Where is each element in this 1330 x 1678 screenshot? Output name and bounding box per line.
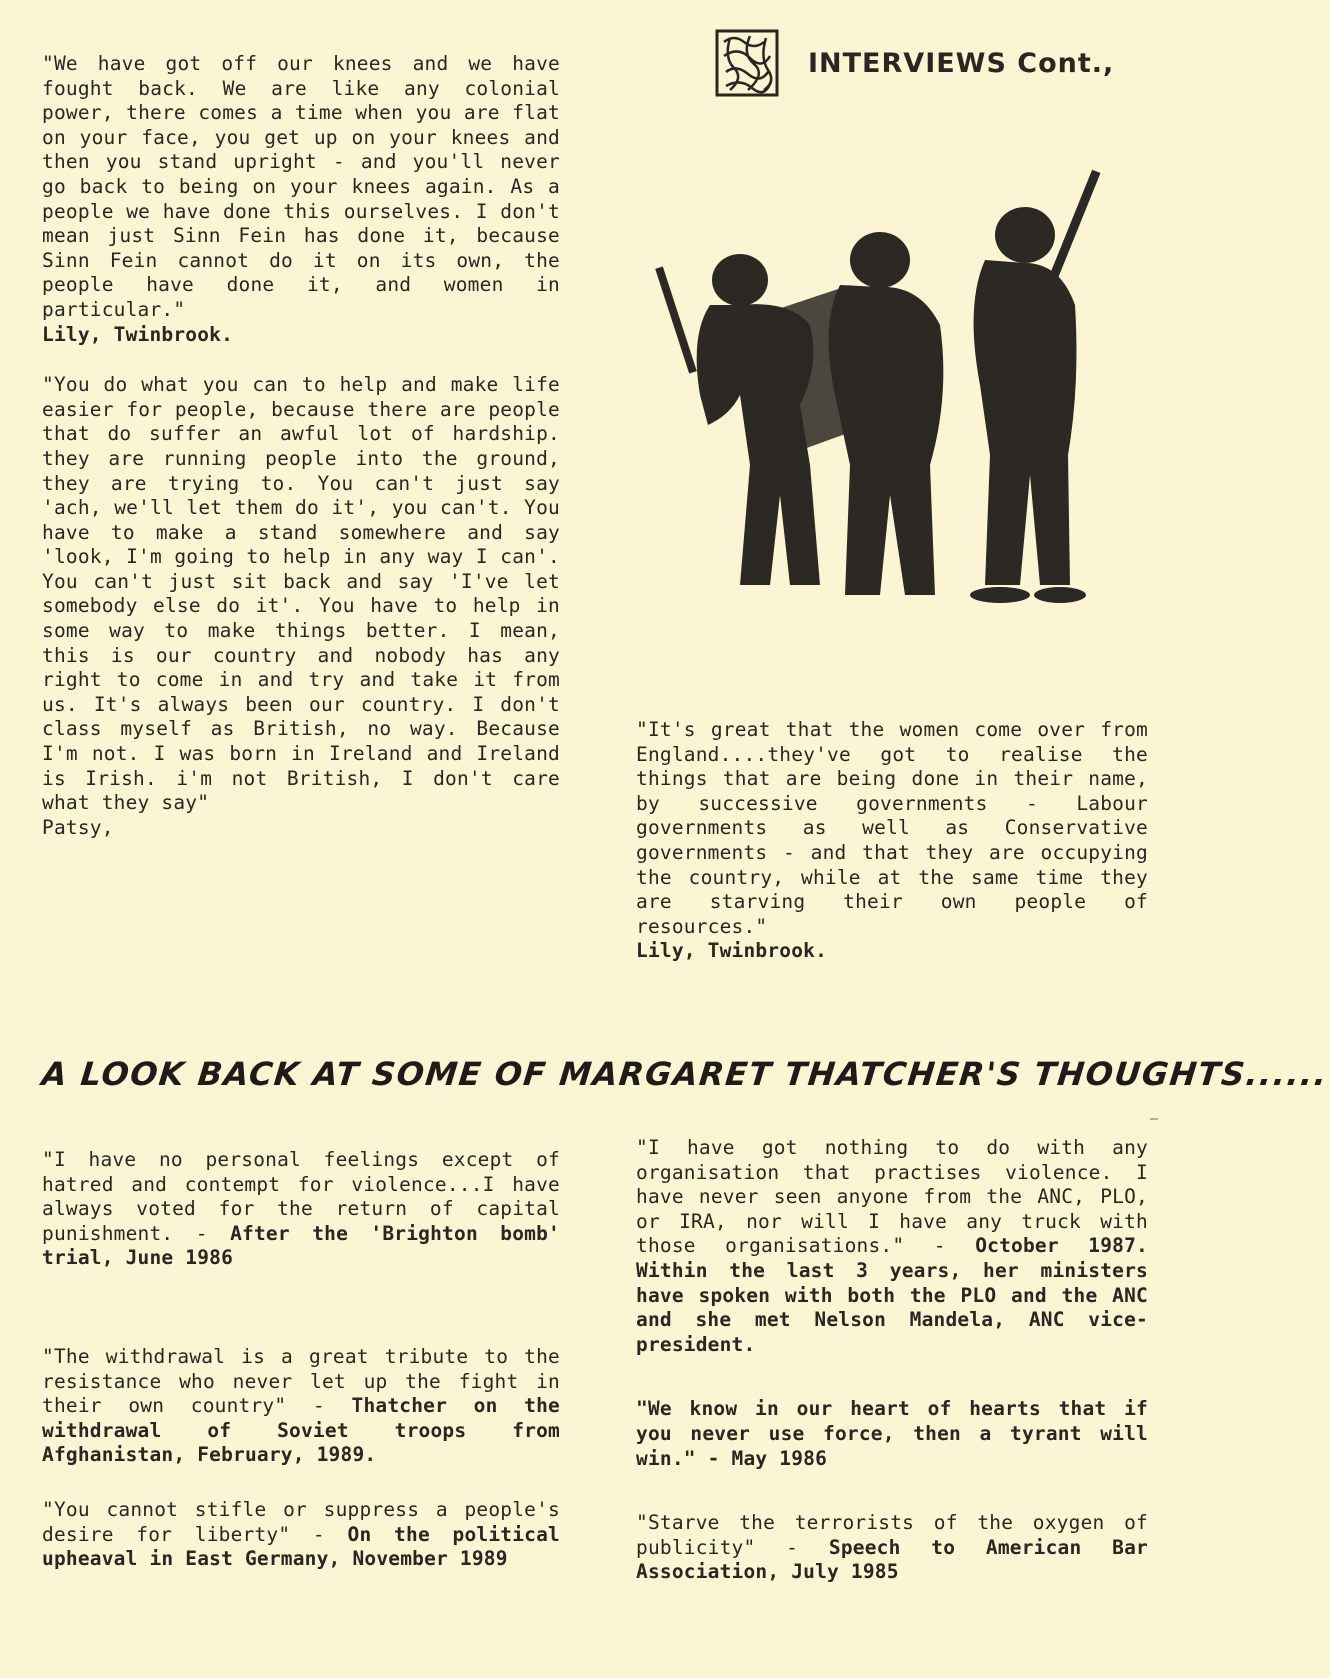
quote-text: "You cannot stifle or suppress a people's desire for liberty" - xyxy=(42,1497,560,1546)
quote-attribution: Lily, Twinbrook. xyxy=(42,322,234,346)
interview-quote-lily xyxy=(42,52,560,347)
quote-attribution: Patsy, xyxy=(42,815,114,839)
section-header xyxy=(714,26,1114,100)
thatcher-quotes-right xyxy=(636,1136,1148,1585)
thatcher-quote xyxy=(42,1148,560,1271)
celtic-knot-logo-icon xyxy=(714,28,780,98)
quote-text: "We have got off our knees and we have fought back. We are like any colonial power, there comes a time when you are flat on your face, you get up on your knees and then you stand upright - and you'll never go back to being on your knees again. As a people we have done this ourselves. I don't mean just Sinn Fein has done it, because Sinn Fein cannot do it on its own, the people have done it, and women in particular." xyxy=(42,52,560,321)
interview-quote-lily-2 xyxy=(636,718,1148,964)
thatcher-quote xyxy=(636,1136,1148,1357)
section-headline: A LOOK BACK AT SOME OF MARGARET THATCHER'S THOUGHTS...... xyxy=(40,1055,1330,1093)
quote-context: After the 'Brighton bomb' trial, June 1986 xyxy=(42,1221,560,1270)
thatcher-quote xyxy=(636,1511,1148,1585)
quote-attribution: Lily, Twinbrook. xyxy=(636,939,828,963)
thatcher-quote xyxy=(42,1498,560,1572)
quote-text: "It's great that the women come over from England....they've got to realise the things that are being done in their name, by successive governments - Labour governments as well as Conservative governments - and that they are occupying the country, while at the same time they are starving their own people of resources." xyxy=(636,718,1148,938)
left-interviews-column xyxy=(42,52,560,866)
quote-text: "You do what you can to help and make life easier for people, because there are people that do suffer an awful lot of hardship. they are running people into the ground, they are trying to. You can't just say 'ach, we'll let them do it', you can't. You have to make a stand somewhere and say 'look, I'm going to help in any way I can'. You can't just sit back and say 'I've let somebody else do it'. You have to help in some way to make things better. I mean, this is our country and nobody has any right to come in and try and take it from us. It's always been our country. I don't class myself as British, no way. Because I'm not. I was born in Ireland and Ireland is Irish. i'm not British, I don't care what they say" xyxy=(42,373,560,815)
quote-context: Speech to American Bar Association, July 1985 xyxy=(636,1535,1149,1584)
quote-context: October 1987. Within the last 3 years, her ministers have spoken with both the PLO and the ANC and she met Nelson Mandela, ANC vice-president. xyxy=(636,1234,1148,1356)
soldiers-silhouette-illustration xyxy=(670,165,1140,635)
baton xyxy=(655,266,697,373)
interview-quote-patsy xyxy=(42,373,560,840)
right-interviews-column xyxy=(636,718,1148,990)
thatcher-quote xyxy=(42,1345,560,1468)
quote-context: Thatcher on the withdrawal of Soviet troops from Afghanistan, February, 1989. xyxy=(42,1394,560,1467)
quote-text: "I have got nothing to do with any organisation that practises violence. I have never seen anyone from the ANC, PLO, or IRA, nor will I have any truck with those organisations." - xyxy=(636,1136,1148,1258)
quote-text: "Starve the terrorists of the oxygen of publicity" - xyxy=(636,1511,1148,1559)
quote-context: On the political upheaval in East Germany, November 1989 xyxy=(42,1522,560,1571)
header-title: INTERVIEWS Cont., xyxy=(808,47,1115,79)
divider xyxy=(1150,1118,1158,1120)
quote-text: "I have no personal feelings except of hatred and contempt for violence...I have always voted for the return of capital punishment. - xyxy=(42,1148,560,1245)
thatcher-quote xyxy=(636,1397,1148,1471)
quote-context: "We know in our heart of hearts that if you never use force, then a tyrant will win." - May 1986 xyxy=(636,1397,1148,1470)
thatcher-quotes-left xyxy=(42,1148,560,1572)
quote-text: "The withdrawal is a great tribute to the resistance who never let up the fight in their own country" - xyxy=(42,1344,560,1418)
